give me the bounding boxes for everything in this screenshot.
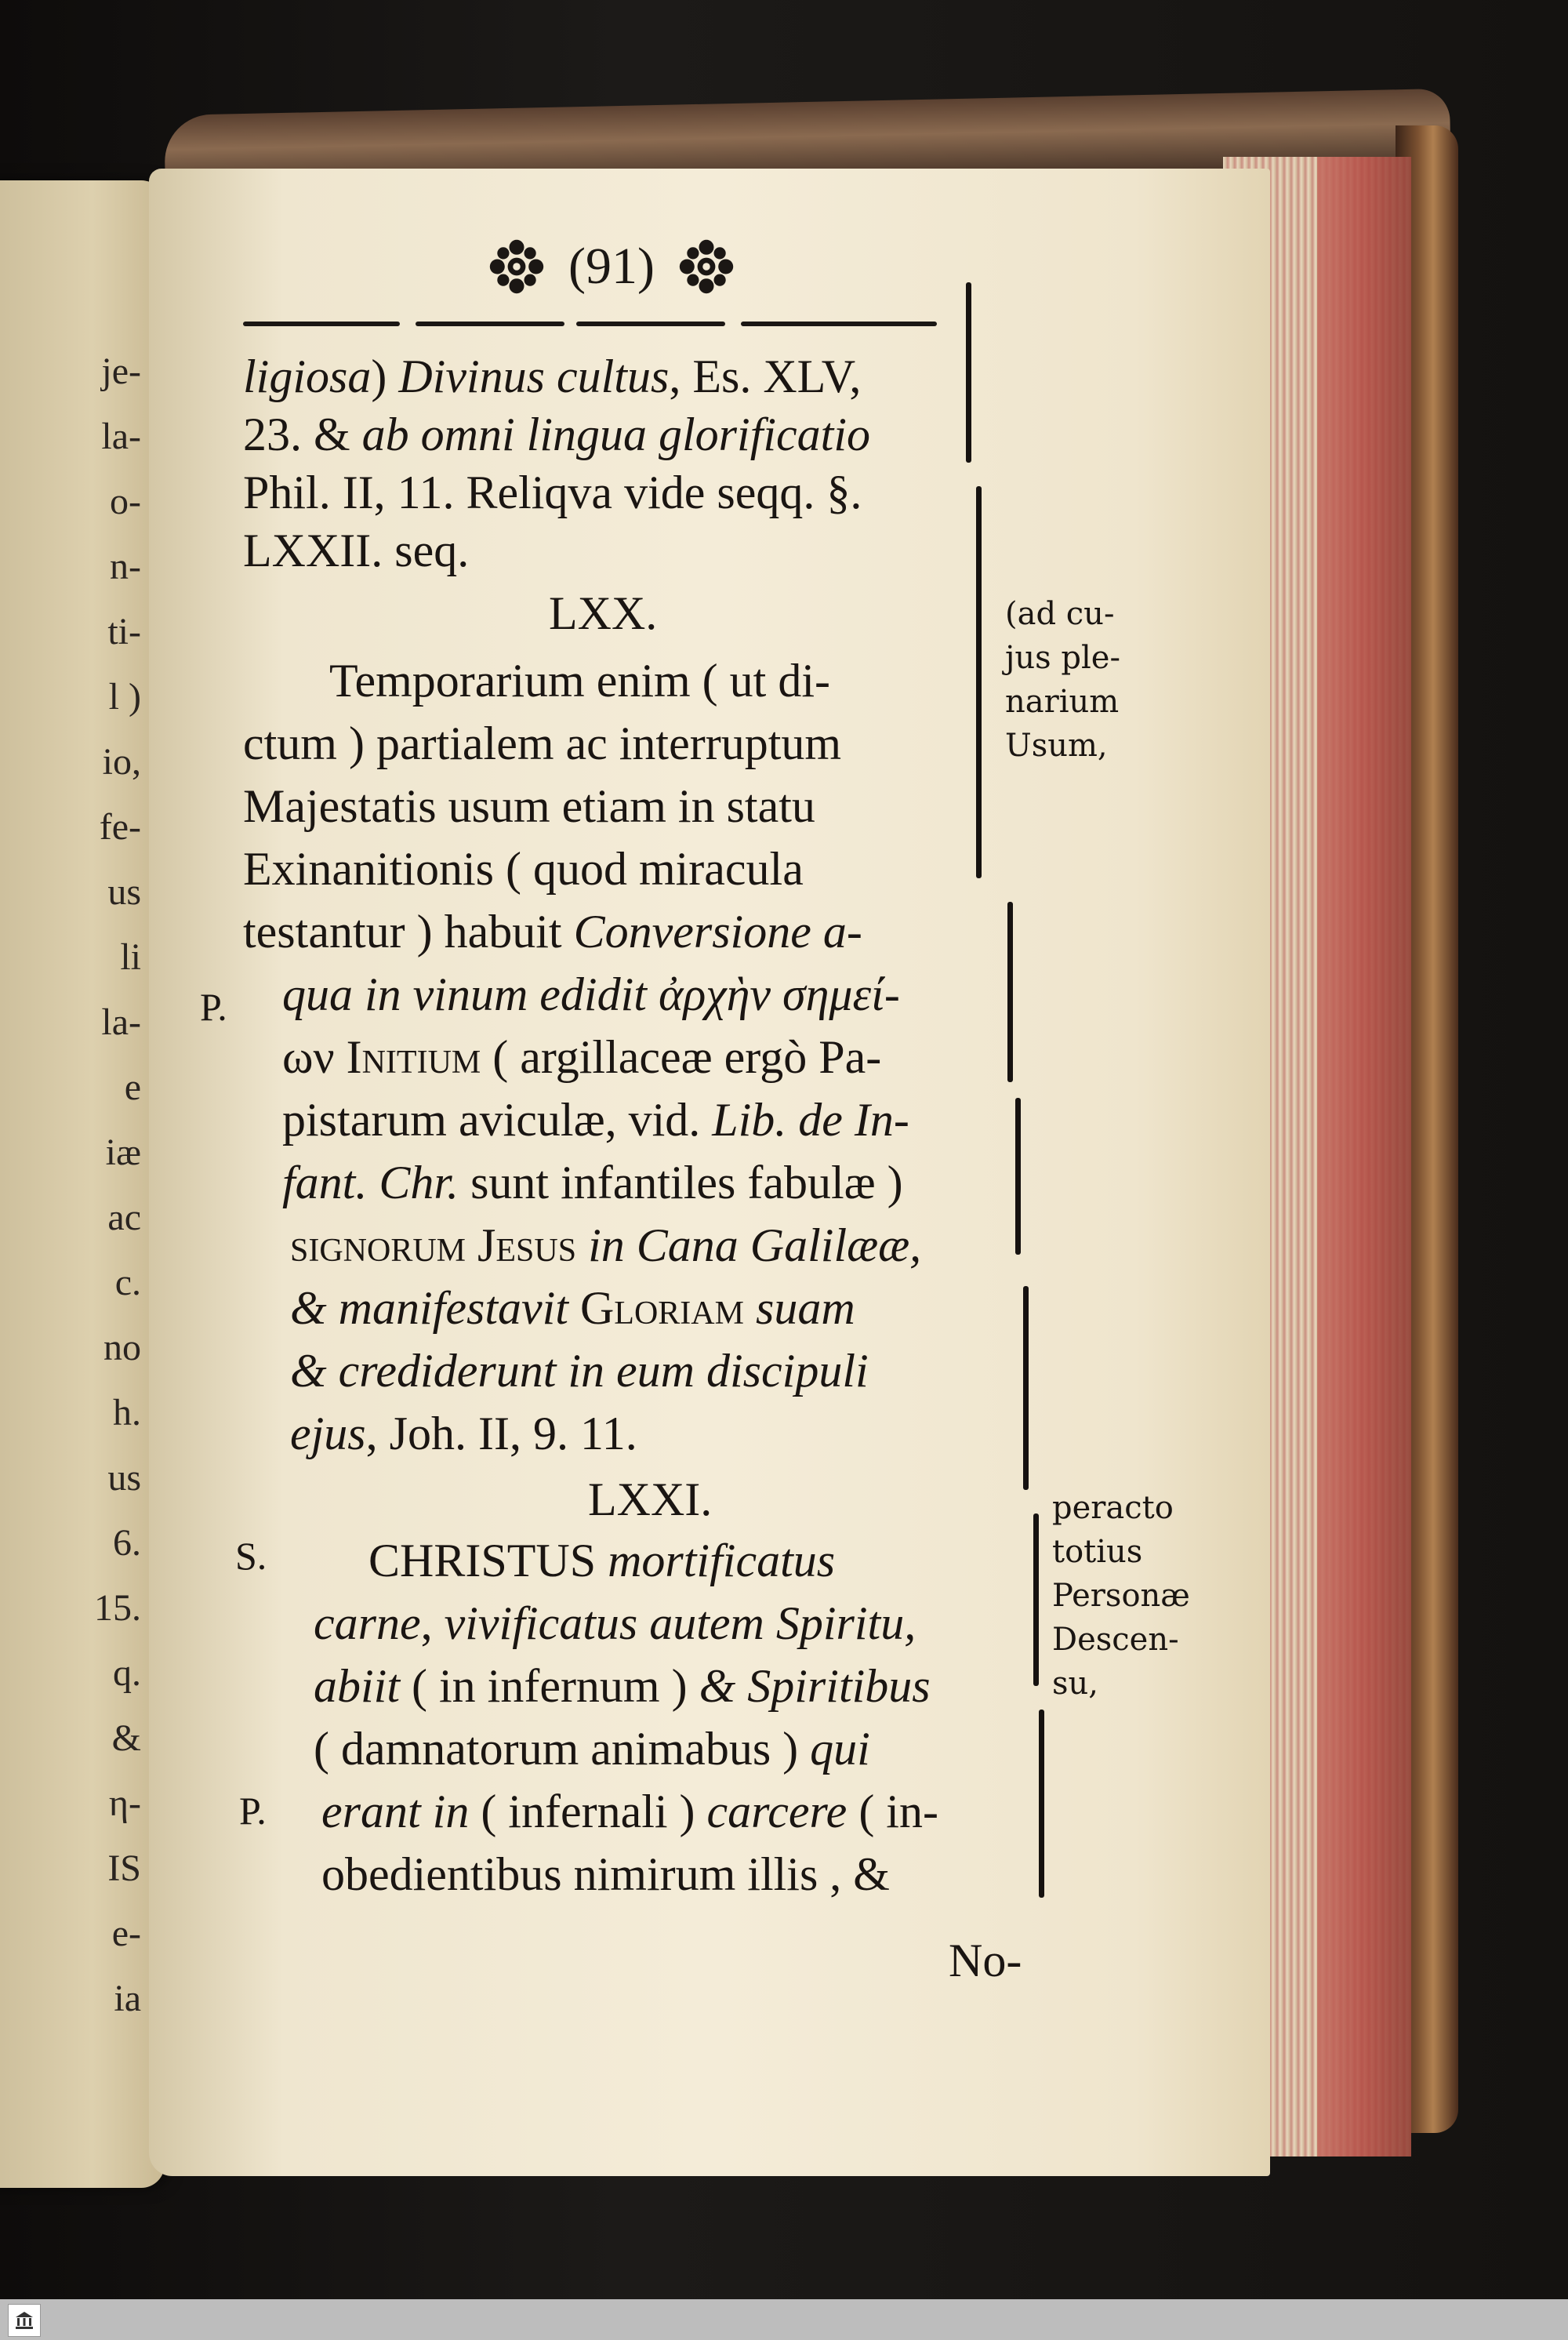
left-page-fragment: la- (101, 416, 141, 457)
left-page-fragment: n- (110, 546, 141, 587)
text-line (290, 1284, 855, 1332)
text-segment: Jesus (477, 1219, 577, 1271)
vertical-bar (966, 282, 971, 463)
left-page-fragment: us (107, 1457, 141, 1499)
left-page-fragment: li (120, 936, 141, 978)
left-page-fragment: η- (108, 1782, 141, 1824)
text-line (329, 655, 830, 707)
text-segment: erant in (321, 1786, 470, 1837)
text-segment: pistarum aviculæ, vid. (282, 1094, 713, 1146)
margin-note-line: peracto (1052, 1490, 1174, 1526)
text-segment: ( in- (847, 1786, 938, 1837)
building-icon (13, 2309, 35, 2331)
text-line (282, 1159, 903, 1206)
text-line (282, 968, 900, 1020)
margin-note-line: Usum, (1005, 728, 1108, 764)
page-header (439, 231, 784, 302)
text-segment: & crediderunt in eum discipuli (290, 1345, 869, 1397)
text-segment (576, 1219, 588, 1271)
left-page-fragment: 15. (94, 1587, 141, 1629)
text-line (290, 1219, 922, 1271)
text-line (243, 527, 469, 574)
text-segment: Gloriam (579, 1282, 744, 1334)
text-segment: & manifestavit (290, 1282, 580, 1334)
text-line (321, 1848, 890, 1900)
text-segment: ων (282, 1031, 347, 1083)
left-page-fragment: la- (101, 1001, 141, 1043)
margin-note-1 (1005, 592, 1120, 768)
margin-note-line: jus ple- (1005, 640, 1120, 676)
text-segment: CHRISTUS (368, 1535, 608, 1586)
text-segment: ejus (290, 1408, 366, 1459)
left-page-edge (0, 180, 165, 2188)
text-segment: testantur ) habuit (243, 906, 574, 957)
text-segment: Temporarium enim ( ut di- (329, 655, 830, 707)
text-segment: abiit (314, 1660, 401, 1712)
section-heading-lxx: LXX. (549, 587, 658, 639)
text-line (314, 1662, 931, 1710)
margin-marker-p: P. (239, 1789, 267, 1833)
margin-note-line: su, (1052, 1666, 1099, 1702)
text-segment: in Cana Galilææ, (588, 1219, 922, 1271)
left-page-fragment: 6. (113, 1522, 141, 1564)
text-segment: , Es. XLV, (669, 351, 862, 402)
text-segment: Phil. II, 11. Reliqva vide seqq. §. (243, 467, 862, 518)
catchword: No- (949, 1935, 1022, 1986)
left-page-fragment: iæ (105, 1132, 141, 1173)
header-rule (243, 322, 400, 326)
floral-ornament-icon (487, 237, 546, 296)
text-segment: suam (755, 1282, 855, 1334)
margin-marker-s: S. (235, 1534, 267, 1578)
page-number: (91) (568, 238, 655, 295)
text-segment: LXXII. seq. (243, 525, 470, 576)
header-rule (741, 322, 937, 326)
text-segment: 23. & (243, 409, 362, 460)
text-line (243, 843, 804, 895)
text-segment: Divinus cultus (398, 351, 670, 402)
text-segment: Initium (346, 1031, 481, 1083)
left-page-fragment: je- (101, 351, 141, 392)
text-segment: , Joh. II, 9. 11. (365, 1408, 637, 1459)
text-segment: ( damnatorum animabus ) (314, 1723, 811, 1775)
vertical-bar (1023, 1286, 1029, 1490)
margin-note-line: narium (1005, 684, 1120, 720)
header-rule (576, 322, 725, 326)
left-page-fragment: o- (110, 481, 141, 522)
text-segment: Conversione a- (573, 906, 862, 957)
vertical-bar (1033, 1513, 1039, 1686)
text-line (243, 780, 815, 832)
viewer-footer-bar (0, 2299, 1568, 2340)
margin-note-2 (1052, 1486, 1190, 1706)
vertical-bar (976, 486, 982, 878)
left-page-fragment: IS (107, 1848, 141, 1889)
text-line (243, 411, 870, 458)
left-page-fragment: ti- (107, 611, 141, 652)
vertical-bar (1039, 1710, 1044, 1898)
left-page-fragment: h. (113, 1392, 141, 1433)
library-logo-icon (8, 2304, 41, 2337)
left-page-fragment: l ) (108, 676, 141, 718)
text-segment: mortificatus (608, 1535, 836, 1586)
text-segment: fant. Chr. (282, 1157, 459, 1208)
text-segment: Lib. de In- (712, 1094, 909, 1146)
left-page-fragment: us (107, 871, 141, 913)
text-segment: , (420, 1597, 445, 1649)
text-line (290, 1410, 637, 1457)
left-page-fragment: no (103, 1327, 141, 1368)
left-page-fragment: e (124, 1066, 141, 1108)
text-line (314, 1597, 916, 1649)
text-segment: ( infernali ) (469, 1786, 707, 1837)
left-page-fragment: c. (114, 1262, 141, 1303)
margin-note-line: totius (1052, 1534, 1143, 1570)
text-segment: ctum ) partialem ac interruptum (243, 718, 842, 769)
left-page-fragment: io, (102, 741, 141, 783)
text-segment: Majestatis usum etiam in statu (243, 780, 815, 832)
text-line (243, 469, 862, 516)
text-segment: Exinanitionis ( quod miracula (243, 843, 804, 895)
text-line (282, 1031, 882, 1083)
left-page-fragment: & (111, 1717, 141, 1759)
text-line (368, 1537, 835, 1584)
vertical-bar (1007, 902, 1013, 1082)
text-segment (466, 1219, 477, 1271)
text-segment: sunt infantiles fabulæ ) (459, 1157, 903, 1208)
text-segment: carne (314, 1597, 421, 1649)
text-line (314, 1723, 870, 1775)
text-segment: ) (371, 351, 399, 402)
margin-marker-p: P. (200, 985, 227, 1029)
text-segment: ab omni lingua glorificatio (361, 409, 871, 460)
text-segment: qui (810, 1723, 870, 1775)
margin-note-line: Descen- (1052, 1622, 1179, 1658)
text-line (321, 1788, 938, 1835)
margin-note-line: (ad cu- (1005, 596, 1115, 632)
left-page-fragment: ia (114, 1978, 141, 2019)
left-page-fragment: ac (107, 1197, 141, 1238)
text-segment: & Spiritibus (699, 1660, 931, 1712)
floral-ornament-icon (677, 237, 736, 296)
text-segment: ligiosa (243, 351, 372, 402)
text-segment (744, 1282, 756, 1334)
text-line (290, 1345, 869, 1397)
text-segment: ( in infernum ) (400, 1660, 699, 1712)
header-rule (416, 322, 564, 326)
text-segment: qua in vinum edidit (282, 968, 659, 1020)
red-page-edges (1317, 157, 1411, 2157)
text-line (282, 1094, 909, 1146)
text-segment: ἀρχὴν σημεί- (658, 968, 900, 1020)
text-line (243, 353, 861, 400)
left-page-fragment: e- (111, 1913, 141, 1954)
text-segment: signorum (290, 1219, 466, 1271)
left-page-fragment: fe- (99, 806, 141, 848)
left-page-fragment: q. (113, 1652, 141, 1694)
vertical-bar (1015, 1098, 1021, 1255)
text-line (243, 908, 862, 955)
section-heading-lxxi: LXXI. (588, 1473, 713, 1525)
text-line (243, 720, 841, 767)
text-segment: ( argillaceæ ergò Pa- (481, 1031, 882, 1083)
text-segment: carcere (706, 1786, 848, 1837)
text-segment: obedientibus nimirum illis , & (321, 1848, 890, 1900)
text-segment: vivificatus autem Spiritu, (444, 1597, 916, 1649)
margin-note-line: Personæ (1052, 1578, 1190, 1614)
